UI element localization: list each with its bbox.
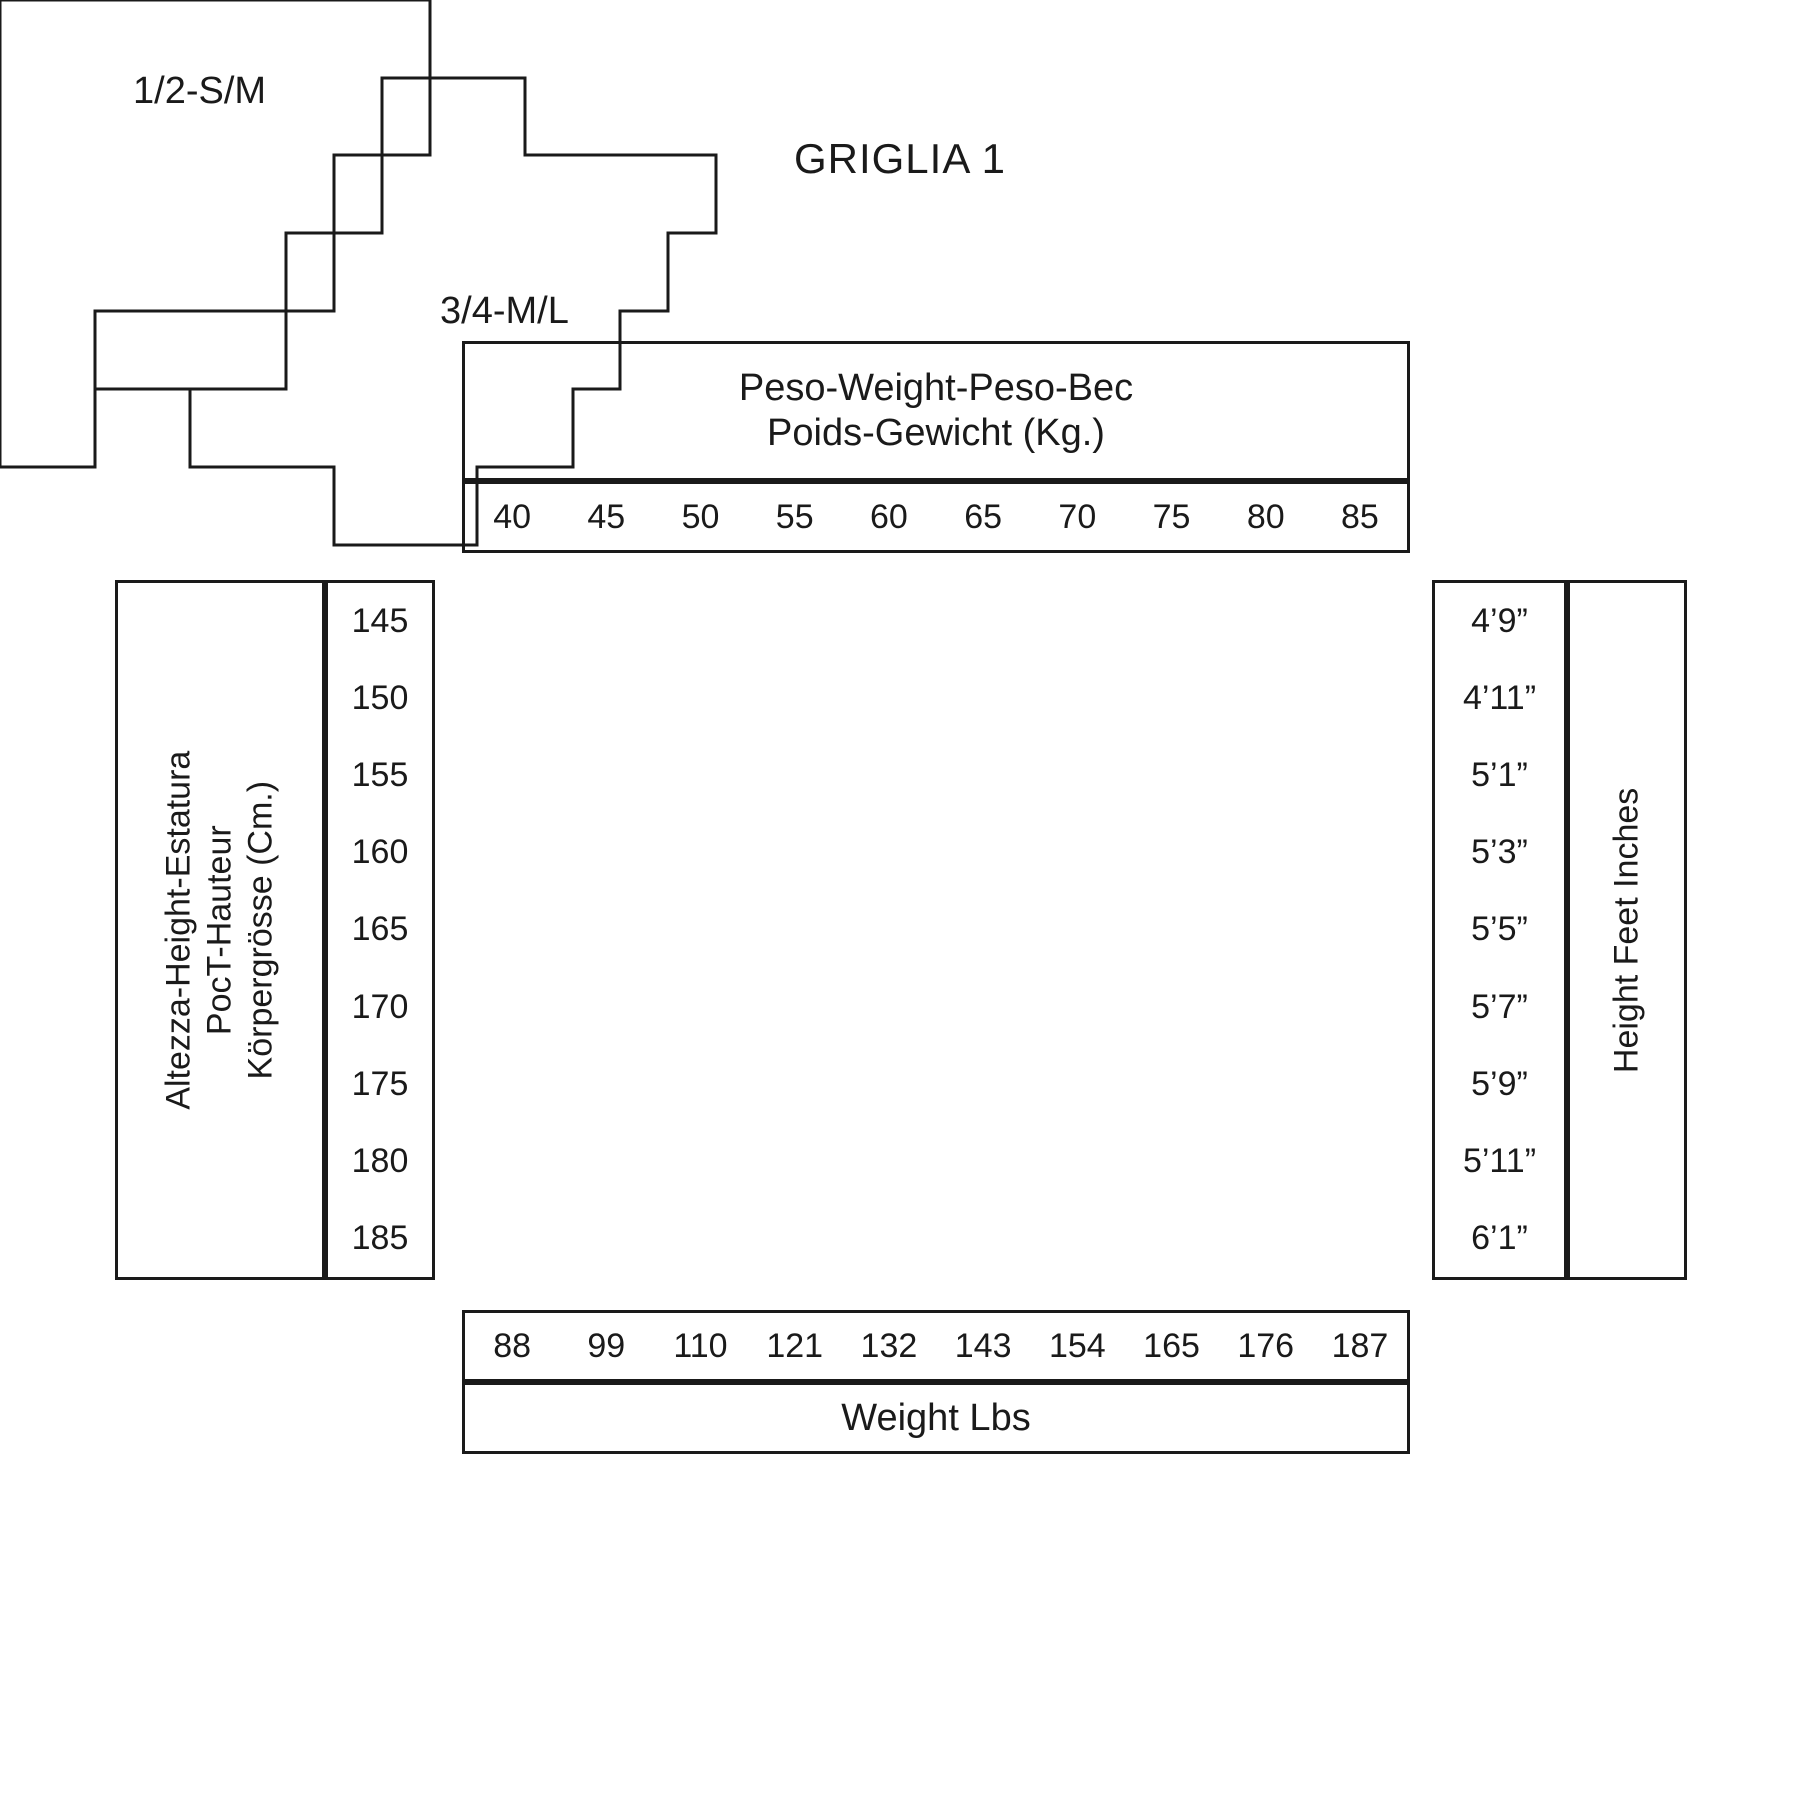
ft-tick: 5’11” <box>1462 1141 1537 1180</box>
size-region-plot <box>0 0 948 700</box>
lbs-tick: 88 <box>493 1326 532 1365</box>
height-label-line3: Körpergrösse (Cm.) <box>241 780 280 1080</box>
cm-tick: 165 <box>351 910 409 949</box>
kg-tick: 45 <box>587 497 626 536</box>
lbs-tick: 187 <box>1331 1326 1389 1365</box>
lbs-tick: 143 <box>954 1326 1012 1365</box>
region-label-sm: 1/2-S/M <box>133 70 267 112</box>
cm-tick: 180 <box>351 1141 409 1180</box>
kg-tick: 80 <box>1246 497 1285 536</box>
lbs-tick: 99 <box>587 1326 626 1365</box>
cm-tick: 175 <box>351 1064 409 1103</box>
kg-tick: 85 <box>1341 497 1379 536</box>
kg-tick: 65 <box>964 497 1003 536</box>
kg-tick: 60 <box>870 497 908 536</box>
ft-tick: 5’5” <box>1471 910 1528 949</box>
ft-tick: 4’11” <box>1462 679 1537 718</box>
kg-tick: 55 <box>775 497 814 536</box>
cm-tick: 160 <box>351 833 409 872</box>
cm-tick: 170 <box>351 987 409 1026</box>
cm-tick: 155 <box>351 756 409 795</box>
ft-tick: 5’7” <box>1471 987 1528 1026</box>
cm-tick: 145 <box>351 602 409 641</box>
lbs-tick: 154 <box>1048 1326 1106 1365</box>
ft-tick: 6’1” <box>1471 1218 1528 1257</box>
weight-lbs-label: Weight Lbs <box>841 1396 1031 1439</box>
ft-tick: 4’9” <box>1471 602 1528 641</box>
height-label-line2: PocT-Hauteur <box>200 825 239 1035</box>
kg-tick: 40 <box>493 497 532 536</box>
feet-inches-scale-column <box>1432 580 1567 1280</box>
lbs-tick: 132 <box>860 1326 918 1365</box>
lbs-tick: 110 <box>673 1326 728 1365</box>
ft-tick: 5’1” <box>1471 756 1528 795</box>
ft-tick: 5’3” <box>1471 833 1528 872</box>
cm-tick: 150 <box>351 679 409 718</box>
weight-header-line2: Poids-Gewicht (Kg.) <box>767 412 1105 454</box>
kg-tick: 75 <box>1152 497 1191 536</box>
lbs-tick: 121 <box>766 1326 824 1365</box>
lbs-scale-row <box>462 1310 1410 1382</box>
cm-tick: 185 <box>351 1218 409 1257</box>
height-feet-inches-label: Height Feet Inches <box>1607 787 1646 1073</box>
weight-header-line1: Peso-Weight-Peso-Bec <box>738 367 1134 410</box>
height-axis-label-right <box>1567 580 1687 1280</box>
lbs-tick: 165 <box>1143 1326 1200 1365</box>
page-title: GRIGLIA 1 <box>793 135 1007 182</box>
weight-header-lbs <box>462 1382 1410 1454</box>
kg-tick: 50 <box>681 497 720 536</box>
region-label-ml: 3/4-M/L <box>440 290 569 332</box>
height-label-line1: Altezza-Height-Estatura <box>159 750 198 1110</box>
kg-tick: 70 <box>1058 497 1097 536</box>
lbs-tick: 176 <box>1237 1326 1295 1365</box>
ft-tick: 5’9” <box>1471 1064 1528 1103</box>
